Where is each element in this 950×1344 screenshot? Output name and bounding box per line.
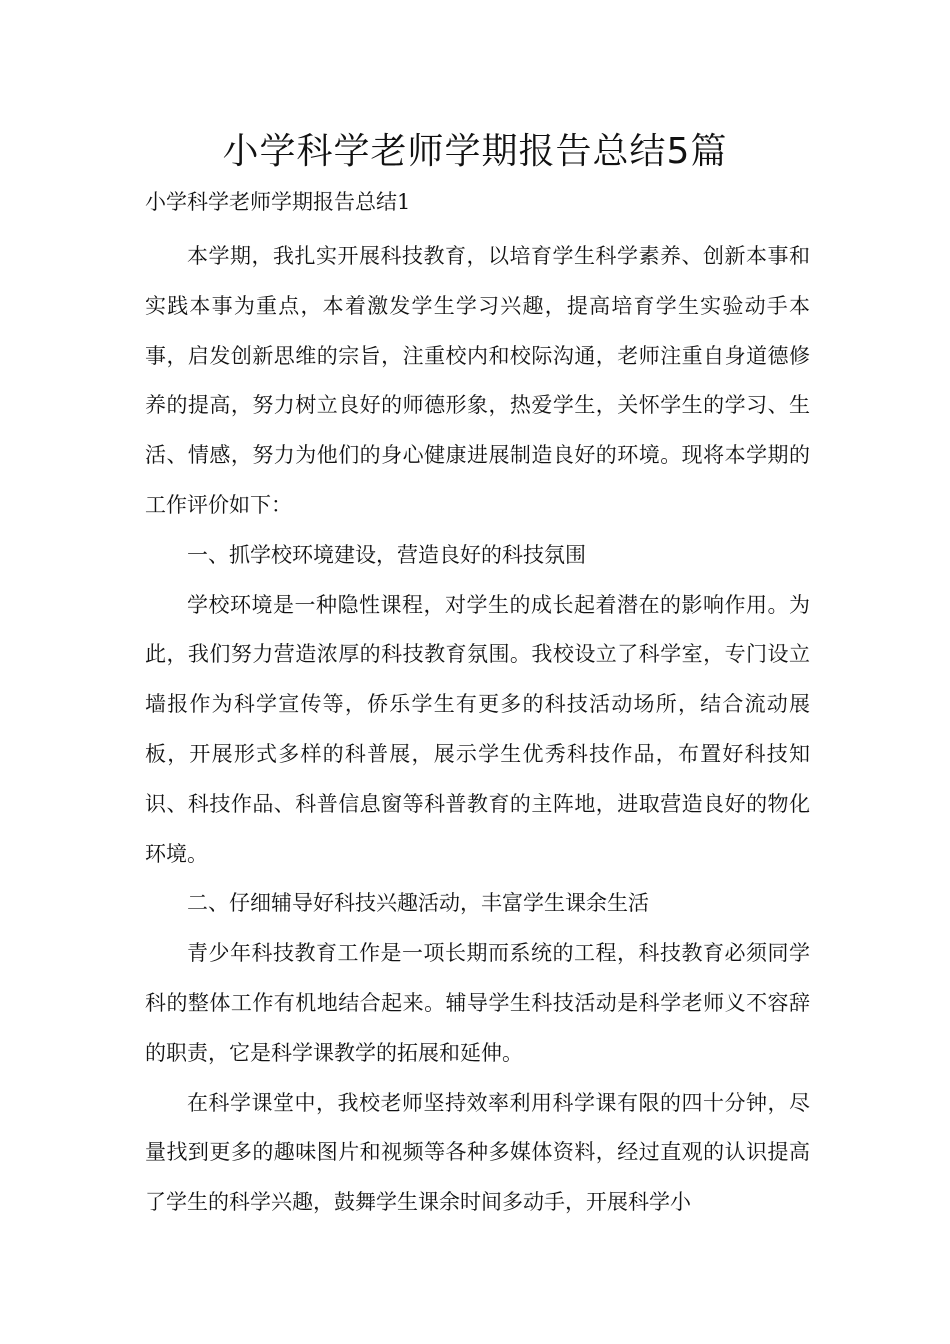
section-heading-1: 一、抓学校环境建设，营造良好的科技氛围 — [187, 542, 586, 567]
document-body — [145, 232, 810, 1228]
document-title: 小学科学老师学期报告总结5篇 — [222, 131, 728, 172]
document-subtitle: 小学科学老师学期报告总结1 — [145, 190, 411, 214]
section-1-paragraph: 学校环境是一种隐性课程，对学生的成长起着潜在的影响作用。为此，我们努力营造浓厚的科技教育氛围。我校设立了科学室，专门设立墙报作为科学宣传等，侨乐学生有更多的科技活动场所，结合流动展板，开展形式多样的科普展，展示学生优秀科技作品，布置好科技知识、科技作品、科普信息窗等科普教育的主阵地，进取营造良好的物化环境。 — [145, 592, 810, 866]
section-heading-2: 二、仔细辅导好科技兴趣活动，丰富学生课余生活 — [187, 891, 649, 916]
intro-paragraph: 本学期，我扎实开展科技教育，以培育学生科学素养、创新本事和实践本事为重点，本着激发学生学习兴趣，提高培育学生实验动手本事，启发创新思维的宗旨，注重校内和校际沟通，老师注重自身道德修养的提高，努力树立良好的师德形象，热爱学生，关怀学生的学习、生活、情感，努力为他们的身心健康进展制造良好的环境。现将本学期的工作评价如下： — [145, 244, 810, 517]
section-2-paragraph-1: 青少年科技教育工作是一项长期而系统的工程，科技教育必须同学科的整体工作有机地结合起来。辅导学生科技活动是科学老师义不容辞的职责，它是科学课教学的拓展和延伸。 — [145, 941, 810, 1065]
section-2-paragraph-2: 在科学课堂中，我校老师坚持效率利用科学课有限的四十分钟，尽量找到更多的趣味图片和视频等各种多媒体资料，经过直观的认识提高了学生的科学兴趣，鼓舞学生课余时间多动手，开展科学小 — [145, 1090, 810, 1215]
